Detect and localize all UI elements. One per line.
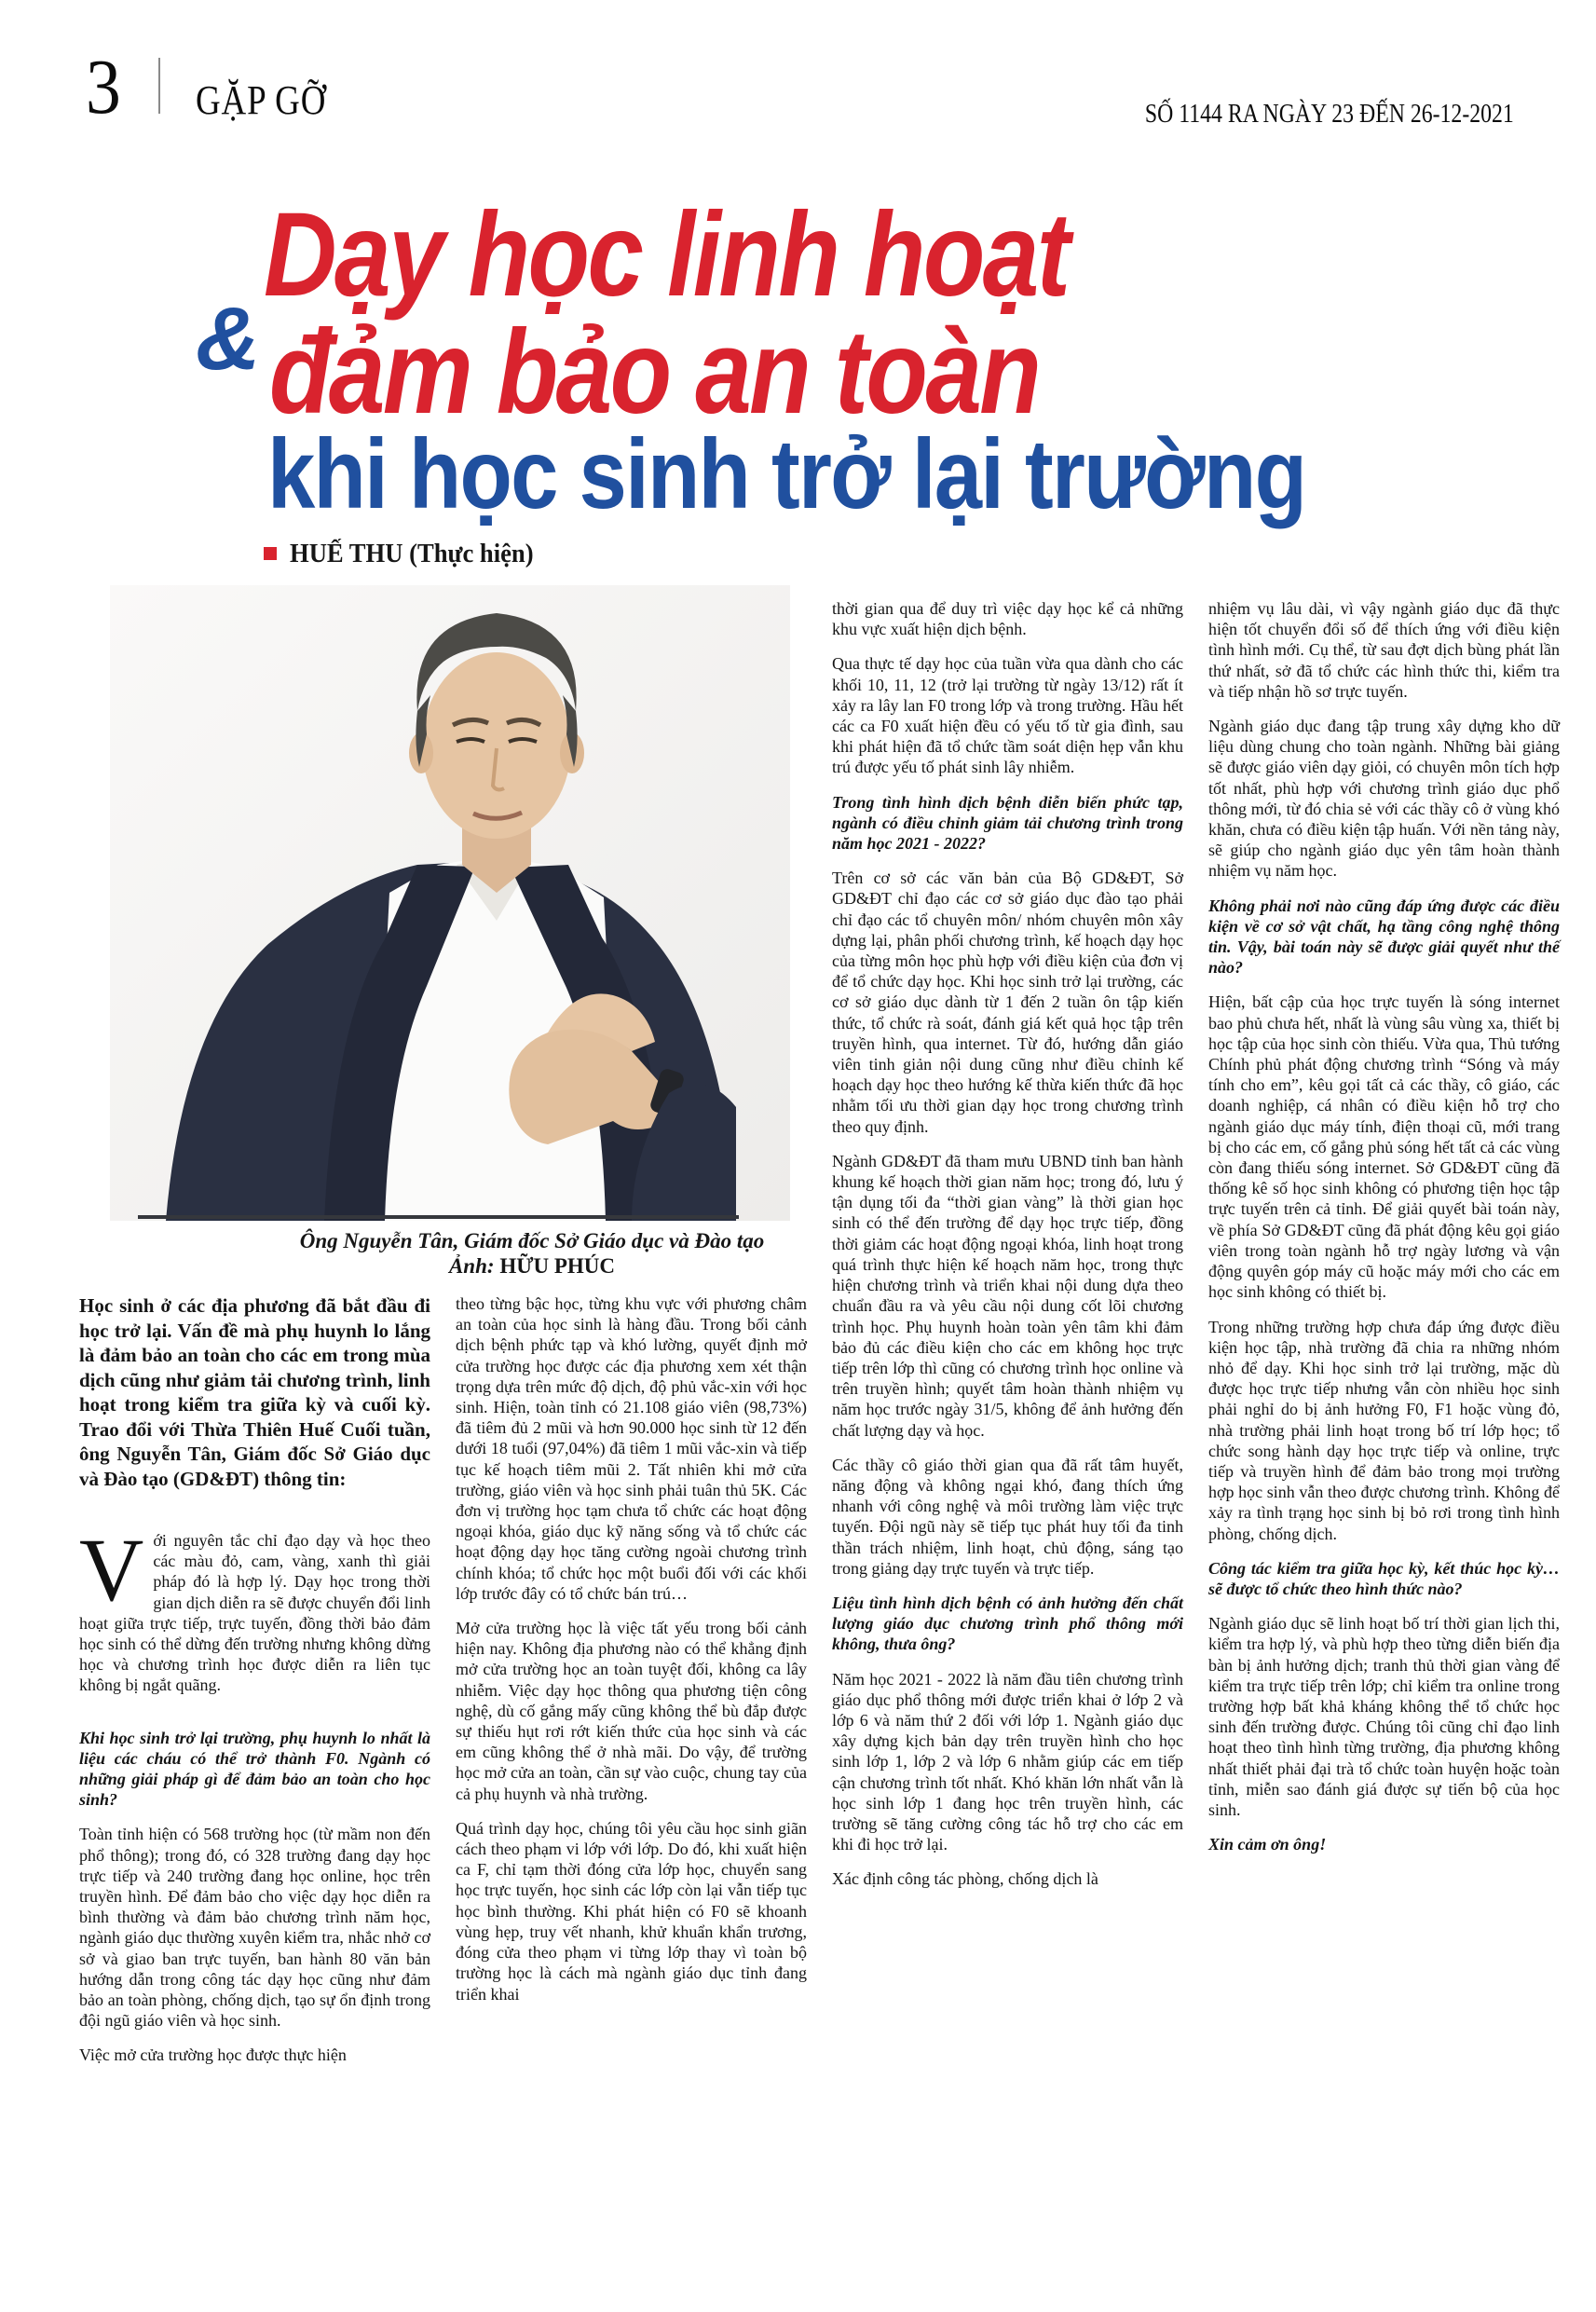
- interview-question: Liệu tình hình dịch bệnh có ảnh hưởng đến chất lượng giáo dục chương trình phổ thông mới không, thưa ông?: [832, 1593, 1183, 1654]
- paragraph: Mở cửa trường học là việc tất yếu trong bối cảnh hiện nay. Không địa phương nào có thể khẳng định mở cửa trường học an toàn tuyệt đối, không ca lây nhiễm. Việc dạy học thông qua phương tiện công nghệ, dù cố gắng mấy cũng không thể bù đắp được sự thiếu hụt rơi rớt kiến thức của học sinh và các em cũng không thể ở nhà mãi. Do vậy, để trường học mở cửa an toàn, cần sự vào cuộc, chung tay của cả phụ huynh và nhà trường.: [456, 1619, 807, 1803]
- byline-bullet-icon: [264, 547, 277, 560]
- paragraph: Ngành giáo dục đang tập trung xây dựng kho dữ liệu dùng chung cho toàn ngành. Những bài giảng sẽ được giáo viên dạy giỏi, có chuyên môn tích hợp tốt nhất, phù hợp với chương trình giáo dục phổ thông mới, từ đó chia sẻ với các thầy cô ở vùng khó khăn, chưa có điều kiện tập huấn. Với nền tảng này, sẽ giúp cho ngành giáo dục yên tâm hoàn thành nhiệm vụ năm học.: [1208, 717, 1560, 881]
- photo-credit: [201, 1253, 863, 1279]
- headline-line2: đảm bảo an toàn: [269, 306, 1040, 439]
- interview-question: Trong tình hình dịch bệnh diễn biến phức tạp, ngành có điều chỉnh giảm tải chương trình trong năm học 2021 - 2022?: [832, 792, 1183, 854]
- section-title: GẶP GỠ: [196, 77, 327, 123]
- byline: [264, 540, 546, 569]
- portrait-photo: [110, 585, 790, 1221]
- column-4: [1208, 598, 1560, 1868]
- headline-ampersand: &: [196, 289, 261, 389]
- paragraph: nhiệm vụ lâu dài, vì vậy ngành giáo dục đã thực hiện tốt chuyển đổi số để thích ứng với điều kiện tình hình mới. Cụ thể, từ sau đợt dịch bùng phát lần thứ nhất, sở đã tổ chức các hình thức thi, kiểm tra và tiếp nhận hồ sơ trực tuyến.: [1208, 599, 1560, 701]
- interview-question: Công tác kiểm tra giữa học kỳ, kết thúc học kỳ… sẽ được tổ chức theo hình thức nào?: [1208, 1558, 1560, 1598]
- photo-caption: [201, 1228, 863, 1279]
- paragraph: Ngành GD&ĐT đã tham mưu UBND tỉnh ban hành khung kế hoạch thời gian năm học; trong đó, lưu ý tận dụng tối đa “thời gian vàng” là thời gian học sinh có thể đến trường để dạy học trực tiếp, đồng thời giảm các hoạt động ngoại khóa, linh hoạt trong quá trình thực hiện kế hoạch năm học, trong thực hiện chương trình và triển khai nội dung dựa theo chuẩn đầu ra và yêu cầu nội dung cốt lõi chương trình học. Phụ huynh hoàn toàn yên tâm khi đảm bảo đủ các điều kiện cho các em không học trực tiếp trên lớp thì cũng có chương trình học online và trên truyền hình; quyết tâm hoàn thành nhiệm vụ năm học trước ngày 31/5, không để ảnh hưởng đến chất lượng dạy và học.: [832, 1151, 1183, 1440]
- interview-question: Khi học sinh trở lại trường, phụ huynh lo nhất là liệu các cháu có thể trở thành F0. Ngành có những giải pháp gì để đảm bảo an toàn cho học sinh?: [79, 1728, 430, 1810]
- paragraph: Toàn tỉnh hiện có 568 trường học (từ mầm non đến phổ thông); trong đó, có 328 trường đang dạy học trực tiếp và 240 trường đang học online, học trên truyền hình. Để đảm bảo cho việc dạy học diễn ra bình thường và đảm bảo chương trình năm học, ngành giáo dục thường xuyên kiểm tra, nhắc nhở cơ sở và giao ban trực tuyến, ban hành 80 văn bản hướng dẫn trong công tác dạy học cũng như đảm bảo an toàn phòng, chống dịch, tạo sự ổn định trong đội ngũ giáo viên và học sinh.: [79, 1825, 430, 2031]
- paragraph: Quá trình dạy học, chúng tôi yêu cầu học sinh giãn cách theo phạm vi lớp với lớp. Do đó, khi xuất hiện ca F, chỉ tạm thời đóng cửa lớp học, chuyển sang học trực tuyến, học sinh các lớp còn lại vẫn tiếp tục học bình thường. Khi phát hiện có F0 sẽ khoanh vùng hẹp, truy vết nhanh, khử khuẩn khẩn trương, đóng cửa theo phạm vi từng lớp thay vì toàn bộ trường học là cách mà ngành giáo dục tỉnh đang triển khai: [456, 1818, 807, 2004]
- column-1: [79, 1293, 430, 2080]
- photo-credit-name: HỮU PHÚC: [499, 1254, 616, 1278]
- article-lead: Học sinh ở các địa phương đã bắt đầu đi học trở lại. Vấn đề mà phụ huynh lo lắng là đảm bảo an toàn cho các em trong mùa dịch cũng như giảm tải chương trình, linh hoạt trong kiểm tra giữa kỳ và cuối kỳ. Trao đổi với Thừa Thiên Huế Cuối tuần, ông Nguyễn Tân, Giám đốc Sở Giáo dục và Đào tạo (GD&ĐT) thông tin:: [79, 1294, 430, 1490]
- paragraph: Năm học 2021 - 2022 là năm đầu tiên chương trình giáo dục phổ thông mới được triển khai ở lớp 2 và lớp 6 và năm thứ 2 đối với lớp 1. Ngành giáo dục xây dựng kịch bản dạy trên truyền hình cho học sinh lớp 1, lớp 2 và lớp 6 nhằm giúp các em tiếp cận chương trình tốt nhất. Khó khăn lớn nhất vẫn là học sinh lớp 1 đang học trên truyền hình, các trường sẽ tăng cường công tác hỗ trợ cho các em khi đi học trở lại.: [832, 1669, 1183, 1854]
- paragraph: Qua thực tế dạy học của tuần vừa qua dành cho các khối 10, 11, 12 (trở lại trường từ ngày 13/12) rất ít xảy ra lây lan F0 trong lớp và trong trường. Hầu hết các ca F0 xuất hiện đều có yếu tố từ gia đình, sau khi phát hiện đã tổ chức tầm soát diện hẹp vẫn khu trú được yếu tố phát sinh lây nhiễm.: [832, 654, 1183, 777]
- issue-info: SỐ 1144 RA NGÀY 23 ĐẾN 26-12-2021: [1145, 99, 1514, 129]
- interview-question: Không phải nơi nào cũng đáp ứng được các điều kiện về cơ sở vật chất, hạ tầng công nghệ thông tin. Vậy, bài toán này sẽ được giải quyết như thế nào?: [1208, 896, 1560, 978]
- paragraph: Các thầy cô giáo thời gian qua đã rất tâm huyết, năng động và không ngại khó, đang thích ứng nhanh với công nghệ và môi trường làm việc trực tuyến. Đội ngũ này sẽ tiếp tục phát huy tối đa tinh thần trách nhiệm, linh hoạt, chủ động, sáng tạo trong giảng dạy trực tuyến và trực tiếp.: [832, 1455, 1183, 1578]
- paragraph: Xác định công tác phòng, chống dịch là: [832, 1869, 1098, 1889]
- column-3: [832, 598, 1183, 1904]
- byline-author: HUẾ THU (Thực hiện): [290, 540, 534, 568]
- paragraph: thời gian qua để duy trì việc dạy học kể cả những khu vực xuất hiện dịch bệnh.: [832, 599, 1183, 639]
- paragraph: theo từng bậc học, từng khu vực với phương châm an toàn của học sinh là hàng đầu. Trong bối cảnh dịch bệnh phức tạp và khó lường, quyết định mở cửa trường học được các địa phương xem xét thận trọng dựa trên mức độ dịch, độ phủ vắc-xin với học sinh. Hiện, toàn tỉnh có 21.108 giáo viên (98,73%) đã tiêm đủ 2 mũi và hơn 90.000 học sinh từ 12 đến dưới 18 tuổi (97,04%) đã tiêm 1 mũi vắc-xin và tiếp tục kế hoạch tiêm mũi 2. Tất nhiên khi mở cửa trường, giáo viên và học sinh phải tuân thủ 5K. Các đơn vị trường học tạm chưa tổ chức các hoạt động ngoại khóa, giáo dục kỹ năng sống và tổ chức các hoạt động dạy học tăng cường ngoài chương trình chính khóa; tổ chức học một buổi đối với các khối lớp trước đây có tổ chức bán trú…: [456, 1294, 807, 1603]
- headline-line3: khi học sinh trở lại trường: [267, 419, 1306, 529]
- portrait-photo-illustration: [110, 585, 790, 1221]
- paragraph: Việc mở cửa trường học được thực hiện: [79, 2045, 347, 2065]
- photo-credit-label: Ảnh:: [448, 1254, 495, 1278]
- headline-line1: Dạy học linh hoạt: [264, 188, 1069, 321]
- page-number: 3: [86, 44, 121, 130]
- column-2: [456, 1293, 807, 2018]
- paragraph-dropcap: Với nguyên tắc chỉ đạo dạy và học theo các màu đỏ, cam, vàng, xanh thì giải pháp đó là hợp lý. Dạy học trong thời gian dịch diễn ra sẽ được chuyển đổi linh hoạt giữa trực tiếp, trực tuyến, đồng thời bảo đảm học sinh có thể dừng đến trường nhưng không dừng học và chương trình học được diễn ra liên tục không bị ngắt quãng.: [79, 1520, 430, 1695]
- paragraph: Ngành giáo dục sẽ linh hoạt bố trí thời gian lịch thi, kiểm tra hợp lý, và phù hợp theo từng diễn biến địa bàn bị ảnh hưởng dịch; tranh thủ thời gian vàng để kiểm tra trực tiếp trên lớp; chỉ kiểm tra online trong trường hợp bất khả kháng không thể tổ chức học sinh đến trường được. Chúng tôi cũng chỉ đạo linh hoạt theo tình hình từng trường, địa phương không nhất thiết phải đại trà tổ chức toàn huyện hoặc toàn tỉnh, miễn sao đánh giá được sự tiến bộ của học sinh.: [1208, 1614, 1560, 1819]
- photo-caption-text: Ông Nguyễn Tân, Giám đốc Sở Giáo dục và Đào tạo: [299, 1229, 765, 1252]
- paragraph: Hiện, bất cập của học trực tuyến là sóng internet bao phủ chưa hết, nhất là vùng sâu vùng xa, thiết bị học tập của học sinh còn thiếu. Vừa qua, Thủ tướng Chính phủ phát động chương trình “Sóng và máy tính cho em”, kêu gọi tất cả các thầy, cô giáo, các doanh nghiệp, cá nhân có điều kiện hỗ trợ cho ngành giáo dục máy tính, điện thoại cũ, mới trang bị cho các em, cố gắng phủ sóng hết tất cả các vùng còn đang thiếu sóng internet. Sở GD&ĐT cũng đã thống kê số học sinh không có phương tiện học tập trực tuyến trên cả tỉnh. Để giải quyết bài toán này, về phía Sở GD&ĐT cũng đã phát động kêu gọi giáo viên trong toàn ngành hỗ trợ ngày lương và vận động quyên góp máy cũ hoặc máy mới cho các em học sinh không có thiết bị.: [1208, 992, 1560, 1302]
- drop-cap: V: [79, 1520, 144, 1620]
- header-divider: [158, 58, 160, 114]
- paragraph: Trong những trường hợp chưa đáp ứng được điều kiện học tập, nhà trường đã chia ra những nhóm nhỏ để dạy. Khi học sinh trở lại trường, mặc dù được học trực tiếp nhưng vẫn còn nhiều học sinh phải nghỉ do bị ảnh hưởng F0, F1 hoặc vùng đỏ, nhà trường phải linh hoạt trong bố trí lớp học; tổ chức song hành dạy học trực tiếp và online, trực tiếp và truyền hình để đảm bảo trong mọi trường hợp học sinh vẫn theo được chương trình. Không để xảy ra tình trạng học sinh bị bỏ rơi trong tình hình phòng, chống dịch.: [1208, 1317, 1560, 1543]
- closing-note: Xin cảm ơn ông!: [1208, 1835, 1327, 1854]
- paragraph: Trên cơ sở các văn bản của Bộ GD&ĐT, Sở GD&ĐT chỉ đạo các cơ sở giáo dục đào tạo phải chỉ đạo các tổ chuyên môn/ nhóm chuyên môn xây dựng lại, phân phối chương trình, kế hoạch dạy học của từng môn học phù hợp với điều kiện của đơn vị để tổ chức dạy học. Khi học sinh trở lại trường, các cơ sở giáo dục dành từ 1 đến 2 tuần ôn tập kiến thức, tổ chức rà soát, đánh giá kết quả học tập trên truyền hình, qua internet. Từ đó, hướng dẫn giáo viên tinh giản nội dung cũng như điều chỉnh kế hoạch dạy học theo hướng kế thừa kiến thức đã học nhằm tối ưu thời gian dạy học trong chương trình theo quy định.: [832, 869, 1183, 1136]
